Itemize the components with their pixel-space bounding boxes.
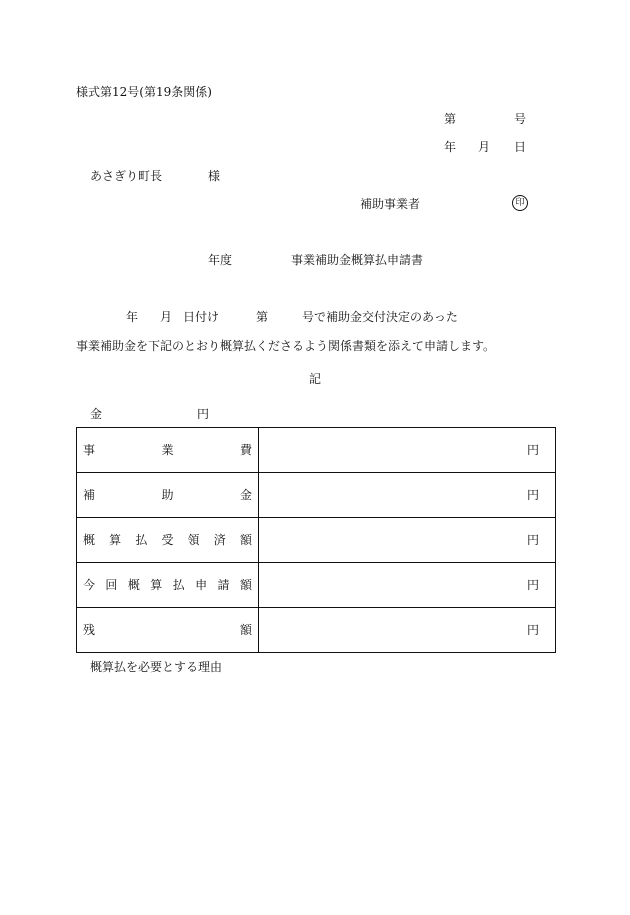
row-label-remaining [77,608,259,653]
date-month: 月 [478,140,491,154]
label-char: 領 [187,533,200,547]
addressee-name: あさぎり町長 [90,169,163,183]
reason-label: 概算払を必要とする理由 [90,660,223,674]
amount-label: 金 [90,407,103,421]
label-char: 金 [239,488,252,502]
currency-unit: 円 [526,623,539,637]
row-value-remaining [259,608,556,653]
row-label-project-cost [77,428,259,473]
ki-heading: 記 [309,372,322,386]
label-char: 算 [150,578,163,592]
currency-unit: 円 [526,533,539,547]
currency-unit: 円 [526,578,539,592]
label-char: 今 [83,578,96,592]
table-row [77,608,556,653]
row-value-received-advance [259,518,556,563]
form-number: 様式第12号(第19条関係) [76,85,212,99]
date-day: 日 [514,140,527,154]
addressee-honorific: 様 [208,169,221,183]
currency-unit: 円 [526,443,539,457]
label-char: 算 [109,533,122,547]
date-year: 年 [444,140,457,154]
label-char: 額 [239,623,252,637]
body-line1-rest: 号で補助金交付決定のあった [302,310,458,324]
label-char: 業 [161,443,174,457]
document-title: 事業補助金概算払申請書 [291,253,424,267]
label-char: 回 [105,578,118,592]
label-char: 概 [83,533,96,547]
table-row [77,563,556,608]
table-row [77,428,556,473]
currency-unit: 円 [526,488,539,502]
applicant-label: 補助事業者 [360,197,421,211]
table-row [77,473,556,518]
fiscal-year-label: 年度 [208,253,233,267]
row-label-current-request [77,563,259,608]
body-year: 年 [126,310,139,324]
label-char: 申 [195,578,208,592]
table-row [77,518,556,563]
row-value-project-cost [259,428,556,473]
body-line2: 事業補助金を下記のとおり概算払くださるよう関係書類を添えて申請します。 [76,339,496,353]
label-char: 概 [127,578,140,592]
label-char: 額 [239,533,252,547]
label-char: 事 [83,443,96,457]
doc-number-prefix: 第 [444,112,457,126]
label-char: 額 [239,578,252,592]
label-char: 残 [83,623,96,637]
label-char: 補 [83,488,96,502]
body-month: 月 [160,310,173,324]
doc-number-suffix: 号 [514,112,527,126]
label-char: 払 [172,578,185,592]
row-value-current-request [259,563,556,608]
row-label-subsidy [77,473,259,518]
label-char: 払 [135,533,148,547]
body-date-attached: 日付け [183,310,220,324]
row-label-received-advance [77,518,259,563]
seal-mark-icon: 印 [512,195,528,211]
expense-table [76,427,556,653]
label-char: 請 [217,578,230,592]
amount-unit: 円 [197,407,210,421]
row-value-subsidy [259,473,556,518]
body-number-prefix: 第 [256,310,269,324]
label-char: 済 [213,533,226,547]
label-char: 費 [239,443,252,457]
label-char: 助 [161,488,174,502]
label-char: 受 [161,533,174,547]
